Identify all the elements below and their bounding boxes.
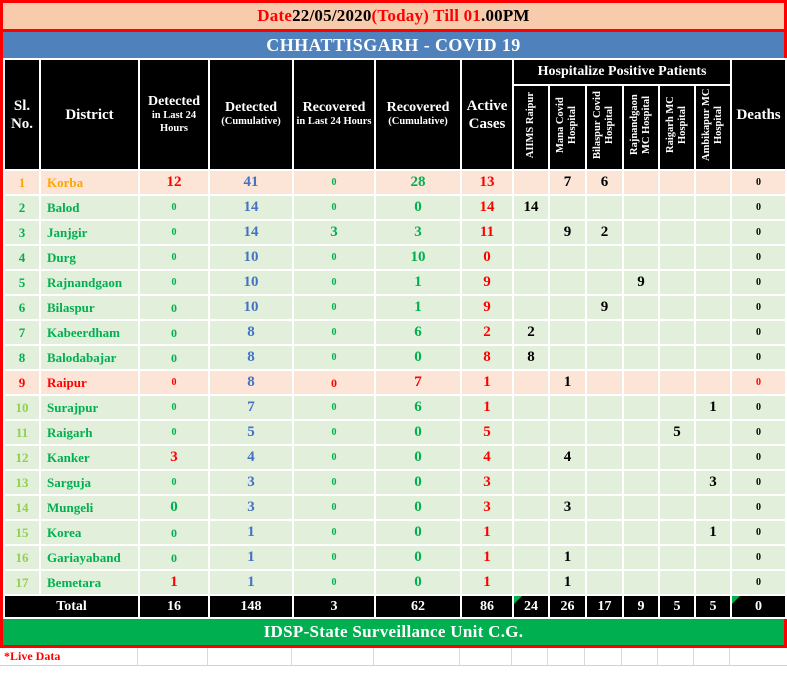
value-cell: 4 — [462, 446, 512, 469]
value-cell: 0 — [294, 246, 374, 269]
value-cell — [696, 221, 730, 244]
date-time: .00PM — [481, 6, 530, 25]
value-cell: 0 — [732, 246, 785, 269]
value-cell: 1 — [210, 521, 292, 544]
value-cell — [696, 571, 730, 594]
value-cell — [660, 346, 694, 369]
total-value-cell: 86 — [462, 596, 512, 617]
value-cell — [514, 246, 548, 269]
value-cell: 0 — [294, 171, 374, 194]
value-cell — [696, 171, 730, 194]
live-data-note: *Live Data — [4, 649, 61, 663]
table-row — [5, 221, 785, 244]
district-cell: Raigarh — [41, 421, 138, 444]
value-cell: 0 — [140, 496, 208, 519]
value-cell — [514, 446, 548, 469]
value-cell — [660, 471, 694, 494]
value-cell: 1 — [462, 371, 512, 394]
district-cell: Kabeerdham — [41, 321, 138, 344]
value-cell: 0 — [140, 471, 208, 494]
value-cell — [514, 371, 548, 394]
value-cell: 2 — [462, 321, 512, 344]
col-header-bilaspur-covid-hospital: Bilaspur Covid Hospital — [587, 86, 622, 169]
value-cell: 0 — [294, 371, 374, 394]
total-value-cell: 148 — [210, 596, 292, 617]
value-cell: 0 — [140, 421, 208, 444]
value-cell: 1 — [210, 571, 292, 594]
value-cell — [660, 521, 694, 544]
value-cell: 0 — [376, 496, 460, 519]
value-cell — [550, 271, 585, 294]
value-cell — [696, 246, 730, 269]
value-cell: 0 — [140, 546, 208, 569]
table-row — [5, 246, 785, 269]
value-cell — [514, 396, 548, 419]
footer-banner-text: IDSP-State Surveillance Unit C.G. — [263, 622, 524, 641]
district-cell: Kanker — [41, 446, 138, 469]
date-bar — [3, 3, 784, 32]
district-cell: Surajpur — [41, 396, 138, 419]
value-cell: 1 — [696, 521, 730, 544]
district-cell: Balodabajar — [41, 346, 138, 369]
value-cell — [587, 446, 622, 469]
value-cell — [550, 396, 585, 419]
value-cell: 6 — [376, 396, 460, 419]
value-cell: 11 — [462, 221, 512, 244]
value-cell: 3 — [550, 496, 585, 519]
value-cell: 0 — [294, 546, 374, 569]
value-cell: 0 — [376, 521, 460, 544]
value-cell: 0 — [732, 396, 785, 419]
value-cell — [587, 396, 622, 419]
value-cell: 3 — [376, 221, 460, 244]
value-cell — [660, 371, 694, 394]
date-value: 22/05/2020 — [292, 6, 372, 25]
value-cell: 0 — [732, 521, 785, 544]
value-cell: 1 — [462, 521, 512, 544]
value-cell — [587, 496, 622, 519]
table-row — [5, 496, 785, 519]
value-cell: 0 — [376, 196, 460, 219]
table-row — [5, 421, 785, 444]
value-cell — [660, 546, 694, 569]
value-cell — [660, 446, 694, 469]
sl-cell: 8 — [5, 346, 39, 369]
sl-cell: 7 — [5, 321, 39, 344]
value-cell — [514, 546, 548, 569]
value-cell: 2 — [514, 321, 548, 344]
value-cell — [514, 471, 548, 494]
value-cell — [514, 571, 548, 594]
value-cell — [660, 396, 694, 419]
value-cell: 1 — [376, 271, 460, 294]
value-cell — [660, 496, 694, 519]
value-cell: 0 — [294, 396, 374, 419]
col-header-district: District — [41, 60, 138, 169]
value-cell — [624, 221, 658, 244]
value-cell: 0 — [732, 271, 785, 294]
table-row — [5, 446, 785, 469]
sl-cell: 10 — [5, 396, 39, 419]
value-cell — [587, 246, 622, 269]
total-value-cell: 0 — [732, 596, 785, 617]
live-data-strip — [0, 648, 787, 666]
value-cell — [696, 321, 730, 344]
sl-cell: 4 — [5, 246, 39, 269]
value-cell — [587, 196, 622, 219]
value-cell: 0 — [376, 446, 460, 469]
value-cell: 0 — [732, 446, 785, 469]
value-cell: 8 — [210, 371, 292, 394]
district-cell: Mungeli — [41, 496, 138, 519]
value-cell: 1 — [550, 546, 585, 569]
value-cell: 0 — [294, 196, 374, 219]
value-cell: 0 — [732, 196, 785, 219]
value-cell — [550, 196, 585, 219]
value-cell — [624, 246, 658, 269]
value-cell: 0 — [294, 421, 374, 444]
title-bar — [3, 32, 784, 58]
value-cell: 14 — [210, 221, 292, 244]
district-cell: Durg — [41, 246, 138, 269]
page-title: CHHATTISGARH - COVID 19 — [266, 34, 521, 55]
value-cell — [660, 196, 694, 219]
value-cell: 0 — [140, 321, 208, 344]
table-row — [5, 346, 785, 369]
value-cell — [550, 296, 585, 319]
value-cell — [514, 421, 548, 444]
value-cell — [624, 371, 658, 394]
value-cell: 0 — [294, 271, 374, 294]
district-cell: Janjgir — [41, 221, 138, 244]
value-cell: 0 — [732, 371, 785, 394]
value-cell: 1 — [462, 571, 512, 594]
value-cell: 2 — [587, 221, 622, 244]
value-cell: 0 — [376, 421, 460, 444]
value-cell: 12 — [140, 171, 208, 194]
value-cell: 14 — [210, 196, 292, 219]
col-header-deaths: Deaths — [732, 60, 785, 169]
value-cell: 0 — [294, 571, 374, 594]
value-cell: 0 — [140, 246, 208, 269]
value-cell: 5 — [210, 421, 292, 444]
value-cell — [624, 346, 658, 369]
value-cell: 0 — [140, 371, 208, 394]
total-value-cell: 5 — [696, 596, 730, 617]
district-cell: Bemetara — [41, 571, 138, 594]
value-cell: 10 — [376, 246, 460, 269]
value-cell: 1 — [210, 546, 292, 569]
value-cell — [587, 321, 622, 344]
value-cell: 0 — [732, 346, 785, 369]
table-row — [5, 296, 785, 319]
total-value-cell: 62 — [376, 596, 460, 617]
value-cell: 0 — [140, 396, 208, 419]
value-cell: 5 — [660, 421, 694, 444]
value-cell: 4 — [550, 446, 585, 469]
value-cell: 9 — [624, 271, 658, 294]
value-cell: 3 — [294, 221, 374, 244]
value-cell — [587, 471, 622, 494]
sl-cell: 6 — [5, 296, 39, 319]
value-cell — [696, 546, 730, 569]
value-cell: 0 — [294, 346, 374, 369]
district-cell: Gariayaband — [41, 546, 138, 569]
value-cell — [696, 421, 730, 444]
value-cell: 14 — [514, 196, 548, 219]
value-cell: 7 — [210, 396, 292, 419]
value-cell — [696, 271, 730, 294]
sl-cell: 13 — [5, 471, 39, 494]
value-cell: 0 — [732, 546, 785, 569]
value-cell: 0 — [140, 271, 208, 294]
district-cell: Rajnandgaon — [41, 271, 138, 294]
group-header-hospitalized: Hospitalize Positive Patients — [514, 60, 730, 84]
value-cell: 0 — [376, 471, 460, 494]
table-row — [5, 546, 785, 569]
sl-cell: 16 — [5, 546, 39, 569]
value-cell — [624, 471, 658, 494]
date-label: Date — [257, 6, 293, 25]
col-header-aiims-raipur: AIIMS Raipur — [514, 86, 548, 169]
value-cell: 0 — [294, 446, 374, 469]
value-cell: 0 — [732, 296, 785, 319]
value-cell: 0 — [732, 471, 785, 494]
value-cell — [587, 271, 622, 294]
value-cell: 1 — [550, 371, 585, 394]
value-cell: 1 — [376, 296, 460, 319]
table-row — [5, 321, 785, 344]
sl-cell: 14 — [5, 496, 39, 519]
total-value-cell: 9 — [624, 596, 658, 617]
value-cell: 8 — [210, 346, 292, 369]
total-value-cell: 3 — [294, 596, 374, 617]
sl-cell: 9 — [5, 371, 39, 394]
total-label: Total — [5, 596, 138, 617]
col-header-active-cases: Active Cases — [462, 60, 512, 169]
table-row — [5, 521, 785, 544]
district-cell: Korea — [41, 521, 138, 544]
value-cell — [587, 371, 622, 394]
value-cell: 0 — [732, 421, 785, 444]
sl-cell: 1 — [5, 171, 39, 194]
value-cell: 1 — [140, 571, 208, 594]
value-cell: 7 — [376, 371, 460, 394]
sl-cell: 12 — [5, 446, 39, 469]
col-header-ambikapur-mc-hospital: Ambikapur MC Hospital — [696, 86, 730, 169]
value-cell — [696, 196, 730, 219]
value-cell — [696, 371, 730, 394]
value-cell: 10 — [210, 296, 292, 319]
sl-cell: 3 — [5, 221, 39, 244]
value-cell — [660, 321, 694, 344]
value-cell — [550, 321, 585, 344]
value-cell: 1 — [696, 396, 730, 419]
value-cell — [660, 271, 694, 294]
table-row — [5, 471, 785, 494]
col-header-rajnandgaon-mc-hospital: Rajnandgaon MC Hospital — [624, 86, 658, 169]
value-cell: 0 — [294, 496, 374, 519]
total-row — [5, 596, 785, 617]
value-cell: 1 — [462, 396, 512, 419]
table-row — [5, 171, 785, 194]
value-cell — [624, 321, 658, 344]
value-cell — [624, 546, 658, 569]
covid-table — [3, 58, 787, 619]
value-cell: 3 — [210, 471, 292, 494]
table-row — [5, 396, 785, 419]
total-value-cell: 17 — [587, 596, 622, 617]
value-cell: 3 — [696, 471, 730, 494]
value-cell — [550, 521, 585, 544]
value-cell: 0 — [140, 196, 208, 219]
value-cell: 0 — [376, 546, 460, 569]
value-cell — [514, 271, 548, 294]
value-cell: 0 — [376, 571, 460, 594]
district-cell: Raipur — [41, 371, 138, 394]
date-note: (Today) Till 01 — [371, 6, 481, 25]
value-cell — [550, 346, 585, 369]
value-cell: 0 — [732, 321, 785, 344]
value-cell: 0 — [140, 296, 208, 319]
value-cell: 4 — [210, 446, 292, 469]
sl-cell: 5 — [5, 271, 39, 294]
value-cell — [550, 471, 585, 494]
col-header-recovered-24h: Recovered in Last 24 Hours — [294, 60, 374, 169]
district-cell: Balod — [41, 196, 138, 219]
value-cell — [660, 296, 694, 319]
district-cell: Bilaspur — [41, 296, 138, 319]
sl-cell: 11 — [5, 421, 39, 444]
value-cell — [624, 446, 658, 469]
value-cell — [660, 571, 694, 594]
value-cell: 8 — [514, 346, 548, 369]
value-cell: 0 — [732, 171, 785, 194]
value-cell: 13 — [462, 171, 512, 194]
value-cell — [624, 396, 658, 419]
value-cell — [550, 421, 585, 444]
value-cell — [696, 446, 730, 469]
col-header-detected-cumulative: Detected (Cumulative) — [210, 60, 292, 169]
value-cell: 8 — [210, 321, 292, 344]
district-cell: Korba — [41, 171, 138, 194]
value-cell — [514, 496, 548, 519]
header-row-group — [5, 60, 785, 84]
value-cell: 1 — [462, 546, 512, 569]
value-cell: 0 — [140, 346, 208, 369]
value-cell — [514, 521, 548, 544]
table-row — [5, 371, 785, 394]
value-cell — [660, 171, 694, 194]
value-cell — [514, 296, 548, 319]
value-cell: 0 — [732, 221, 785, 244]
value-cell: 1 — [550, 571, 585, 594]
value-cell — [660, 221, 694, 244]
value-cell: 0 — [294, 321, 374, 344]
value-cell: 10 — [210, 271, 292, 294]
value-cell — [696, 496, 730, 519]
value-cell: 3 — [140, 446, 208, 469]
value-cell — [514, 171, 548, 194]
table-row — [5, 271, 785, 294]
value-cell — [660, 246, 694, 269]
district-cell: Sarguja — [41, 471, 138, 494]
value-cell — [587, 346, 622, 369]
table-row — [5, 196, 785, 219]
value-cell — [624, 171, 658, 194]
sl-cell: 2 — [5, 196, 39, 219]
value-cell: 9 — [462, 296, 512, 319]
value-cell: 6 — [376, 321, 460, 344]
value-cell — [624, 296, 658, 319]
value-cell: 41 — [210, 171, 292, 194]
col-header-mana-covid-hospital: Mana Covid Hospital — [550, 86, 585, 169]
col-header-sl-no: Sl. No. — [5, 60, 39, 169]
total-value-cell: 26 — [550, 596, 585, 617]
value-cell — [624, 196, 658, 219]
value-cell: 9 — [550, 221, 585, 244]
value-cell — [696, 346, 730, 369]
total-value-cell: 5 — [660, 596, 694, 617]
value-cell: 0 — [462, 246, 512, 269]
sl-cell: 17 — [5, 571, 39, 594]
value-cell: 7 — [550, 171, 585, 194]
value-cell: 6 — [587, 171, 622, 194]
value-cell: 0 — [376, 346, 460, 369]
value-cell: 3 — [462, 496, 512, 519]
value-cell — [550, 246, 585, 269]
value-cell: 3 — [462, 471, 512, 494]
col-header-raigarh-mc-hospital: Raigarh MC Hospital — [660, 86, 694, 169]
value-cell: 9 — [587, 296, 622, 319]
table-row — [5, 571, 785, 594]
value-cell: 10 — [210, 246, 292, 269]
value-cell: 0 — [732, 496, 785, 519]
value-cell — [587, 521, 622, 544]
value-cell: 0 — [294, 521, 374, 544]
total-value-cell: 16 — [140, 596, 208, 617]
value-cell — [624, 521, 658, 544]
footer-banner — [3, 619, 784, 645]
value-cell — [587, 571, 622, 594]
total-value-cell: 24 — [514, 596, 548, 617]
value-cell: 5 — [462, 421, 512, 444]
value-cell — [624, 571, 658, 594]
value-cell: 8 — [462, 346, 512, 369]
value-cell — [587, 546, 622, 569]
value-cell: 0 — [140, 221, 208, 244]
value-cell: 3 — [210, 496, 292, 519]
value-cell: 0 — [140, 521, 208, 544]
value-cell: 0 — [294, 296, 374, 319]
value-cell: 14 — [462, 196, 512, 219]
col-header-recovered-cumulative: Recovered (Cumulative) — [376, 60, 460, 169]
value-cell — [514, 221, 548, 244]
value-cell — [624, 421, 658, 444]
value-cell: 9 — [462, 271, 512, 294]
value-cell — [624, 496, 658, 519]
value-cell — [696, 296, 730, 319]
sl-cell: 15 — [5, 521, 39, 544]
col-header-detected-24h: Detected in Last 24 Hours — [140, 60, 208, 169]
value-cell: 0 — [732, 571, 785, 594]
value-cell: 28 — [376, 171, 460, 194]
value-cell — [587, 421, 622, 444]
value-cell: 0 — [294, 471, 374, 494]
